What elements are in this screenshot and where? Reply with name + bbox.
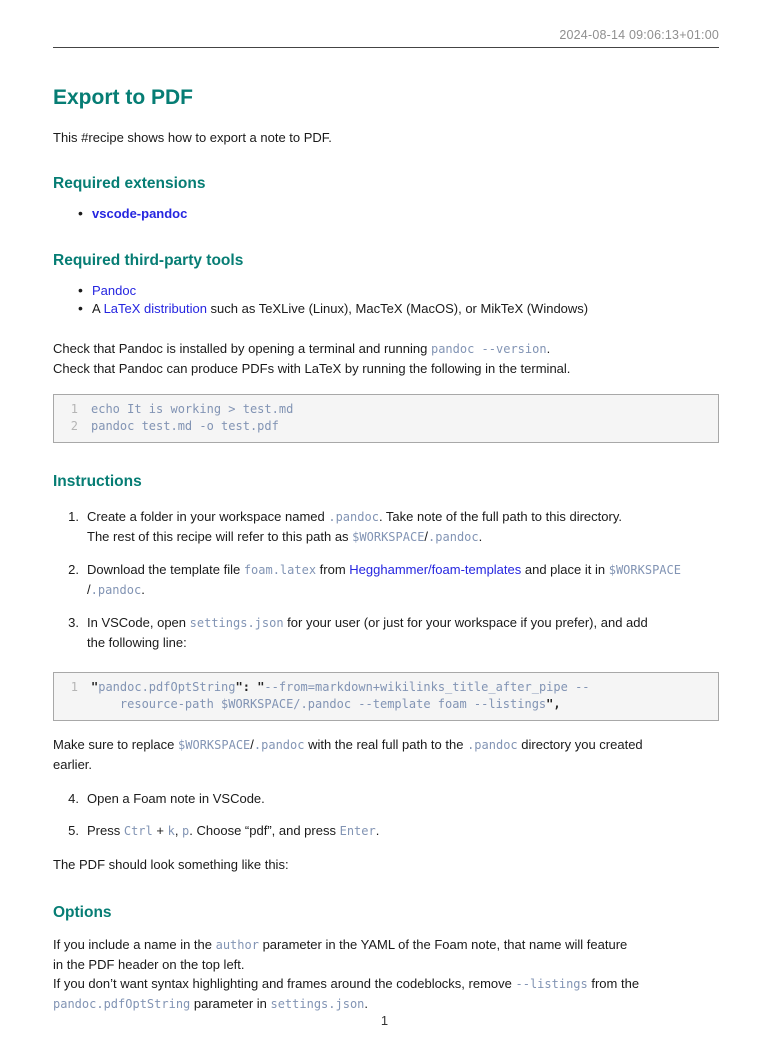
line-number: 2 bbox=[70, 418, 78, 433]
text-segment: Create a folder in your workspace named bbox=[87, 508, 329, 524]
list-item bbox=[53, 282, 719, 301]
text-segment: Open a Foam note in VSCode. bbox=[87, 790, 265, 806]
inline-code: .pandoc bbox=[467, 737, 518, 752]
text-segment: Download the template file bbox=[87, 561, 244, 577]
text-segment: for your user (or just for your workspace if you prefer), and add bbox=[283, 614, 648, 630]
text-segment: . bbox=[141, 581, 145, 597]
line-number: 1 bbox=[70, 401, 78, 416]
inline-code: Enter bbox=[339, 823, 376, 838]
header-date: 2024-08-14 09:06:13+01:00 bbox=[559, 28, 719, 42]
inline-code: ", bbox=[546, 696, 561, 711]
inline-code: pandoc.pdfOptString bbox=[98, 679, 236, 694]
inline-code: .pandoc bbox=[90, 582, 142, 597]
inline-code: p bbox=[182, 823, 190, 838]
intro-paragraph bbox=[53, 128, 719, 147]
inline-code: $WORKSPACE bbox=[352, 529, 425, 544]
code-block-settings bbox=[53, 672, 719, 721]
text-segment: from the bbox=[587, 975, 640, 991]
required-extensions-list bbox=[53, 205, 719, 224]
text-segment: parameter in the YAML of the Foam note, that name will feature bbox=[258, 936, 628, 952]
text-segment: This #recipe shows how to export a note to PDF. bbox=[53, 130, 332, 145]
text-segment: Make sure to replace bbox=[53, 736, 179, 752]
text-segment: with the real full path to the bbox=[304, 736, 468, 752]
inline-code: pandoc --version bbox=[430, 341, 547, 356]
text-segment: . bbox=[375, 822, 380, 838]
text-segment: . bbox=[546, 340, 551, 356]
options-paragraph bbox=[53, 935, 719, 1014]
list-item bbox=[53, 300, 719, 319]
line-number bbox=[54, 696, 78, 713]
instructions-list-continued bbox=[53, 789, 719, 841]
text-segment: and place it in bbox=[521, 561, 609, 577]
page-header bbox=[53, 0, 719, 48]
inline-code: resource-path $WORKSPACE/.pandoc --template foam --listings bbox=[91, 696, 547, 711]
text-segment: If you don’t want syntax highlighting and frames around the codeblocks, remove bbox=[53, 975, 516, 991]
list-item-number: 4. bbox=[68, 790, 79, 806]
check-paragraph bbox=[53, 339, 719, 378]
text-segment: The rest of this recipe will refer to this path as bbox=[87, 528, 353, 544]
inline-code: foam.latex bbox=[243, 562, 317, 577]
text-segment: . bbox=[364, 995, 369, 1011]
list-item bbox=[53, 613, 719, 652]
text-segment: Press bbox=[87, 822, 124, 838]
pdf-page bbox=[53, 0, 719, 1014]
text-segment: A bbox=[92, 301, 104, 316]
text-segment: such as TeXLive (Linux), MacTeX (MacOS), or MikTeX (Windows) bbox=[206, 301, 589, 316]
text-segment: . bbox=[478, 528, 483, 544]
code-block-terminal bbox=[53, 394, 719, 443]
inline-code: author bbox=[215, 937, 259, 952]
code-line bbox=[54, 401, 718, 418]
code-line bbox=[54, 679, 718, 696]
inline-code: $WORKSPACE bbox=[178, 737, 251, 752]
inline-code: settings.json bbox=[270, 996, 365, 1011]
text-segment: / bbox=[424, 528, 429, 544]
code-line bbox=[54, 696, 718, 713]
line-number: 1 bbox=[70, 679, 78, 694]
code-line bbox=[54, 418, 718, 435]
inline-link[interactable]: vscode-pandoc bbox=[92, 206, 188, 221]
code-text bbox=[91, 696, 718, 713]
list-item-number: 3. bbox=[68, 614, 79, 630]
text-segment: , bbox=[174, 822, 183, 838]
inline-link[interactable]: Hegghammer/foam-templates bbox=[349, 561, 522, 577]
inline-code: $WORKSPACE bbox=[608, 562, 681, 577]
list-item-number: 2. bbox=[68, 561, 79, 577]
list-item-number: 1. bbox=[68, 508, 79, 524]
inline-link[interactable]: Pandoc bbox=[92, 282, 137, 298]
page-number: 1 bbox=[380, 1013, 389, 1028]
text-segment: / bbox=[87, 581, 91, 597]
inline-code: .pandoc bbox=[328, 509, 379, 524]
text-segment: directory you created bbox=[517, 736, 643, 752]
inline-code: .pandoc bbox=[428, 529, 479, 544]
text-segment: In VSCode, open bbox=[87, 614, 190, 630]
inline-code: --from=markdown+wikilinks_title_after_pipe -- bbox=[264, 679, 590, 694]
code-text bbox=[91, 418, 718, 435]
code-text bbox=[91, 679, 718, 696]
instructions-list bbox=[53, 507, 719, 652]
text-segment: The PDF should look something like this: bbox=[53, 856, 289, 872]
text-segment: earlier. bbox=[53, 756, 93, 772]
section-heading-options: Options bbox=[53, 903, 112, 921]
text-segment: from bbox=[316, 561, 350, 577]
text-segment: . Take note of the full path to this directory. bbox=[378, 508, 622, 524]
list-item bbox=[53, 821, 719, 841]
text-segment: . Choose “pdf”, and press bbox=[189, 822, 340, 838]
list-item-number: 5. bbox=[68, 822, 79, 838]
section-heading-instructions: Instructions bbox=[53, 472, 142, 490]
text-segment: Check that Pandoc can produce PDFs with LaTeX by running the following in the terminal. bbox=[53, 360, 571, 376]
inline-code: pandoc test.md -o test.pdf bbox=[91, 418, 279, 433]
list-item bbox=[53, 560, 719, 600]
list-item bbox=[53, 205, 719, 224]
section-heading-required-extensions: Required extensions bbox=[53, 175, 206, 192]
text-segment: / bbox=[250, 736, 254, 752]
text-segment: parameter in bbox=[190, 995, 271, 1011]
make-sure-paragraph bbox=[53, 735, 719, 774]
inline-code: k bbox=[167, 823, 175, 838]
inline-code: echo It is working > test.md bbox=[91, 401, 294, 416]
inline-code: --listings bbox=[515, 976, 588, 991]
text-segment: Check that Pandoc is installed by opening a terminal and running bbox=[53, 340, 431, 356]
header-rule bbox=[53, 47, 719, 48]
required-tools-list bbox=[53, 282, 719, 319]
list-item bbox=[53, 789, 719, 808]
text-segment: in the PDF header on the top left. bbox=[53, 956, 245, 972]
section-heading-required-tools: Required third-party tools bbox=[53, 251, 244, 269]
inline-code: pandoc.pdfOptString bbox=[53, 996, 191, 1011]
inline-code: Ctrl bbox=[123, 823, 153, 838]
text-segment: the following line: bbox=[87, 634, 187, 650]
pdf-preview-paragraph bbox=[53, 855, 719, 874]
inline-code: .pandoc bbox=[253, 737, 305, 752]
inline-link[interactable]: LaTeX distribution bbox=[103, 301, 207, 316]
text-segment: If you include a name in the bbox=[53, 936, 216, 952]
inline-code: settings.json bbox=[189, 615, 284, 630]
inline-code: " bbox=[91, 679, 99, 694]
code-text bbox=[91, 401, 718, 418]
inline-code: ": " bbox=[235, 679, 265, 694]
text-segment: + bbox=[152, 822, 168, 838]
list-item bbox=[53, 507, 719, 547]
page-title: Export to PDF bbox=[53, 86, 193, 109]
